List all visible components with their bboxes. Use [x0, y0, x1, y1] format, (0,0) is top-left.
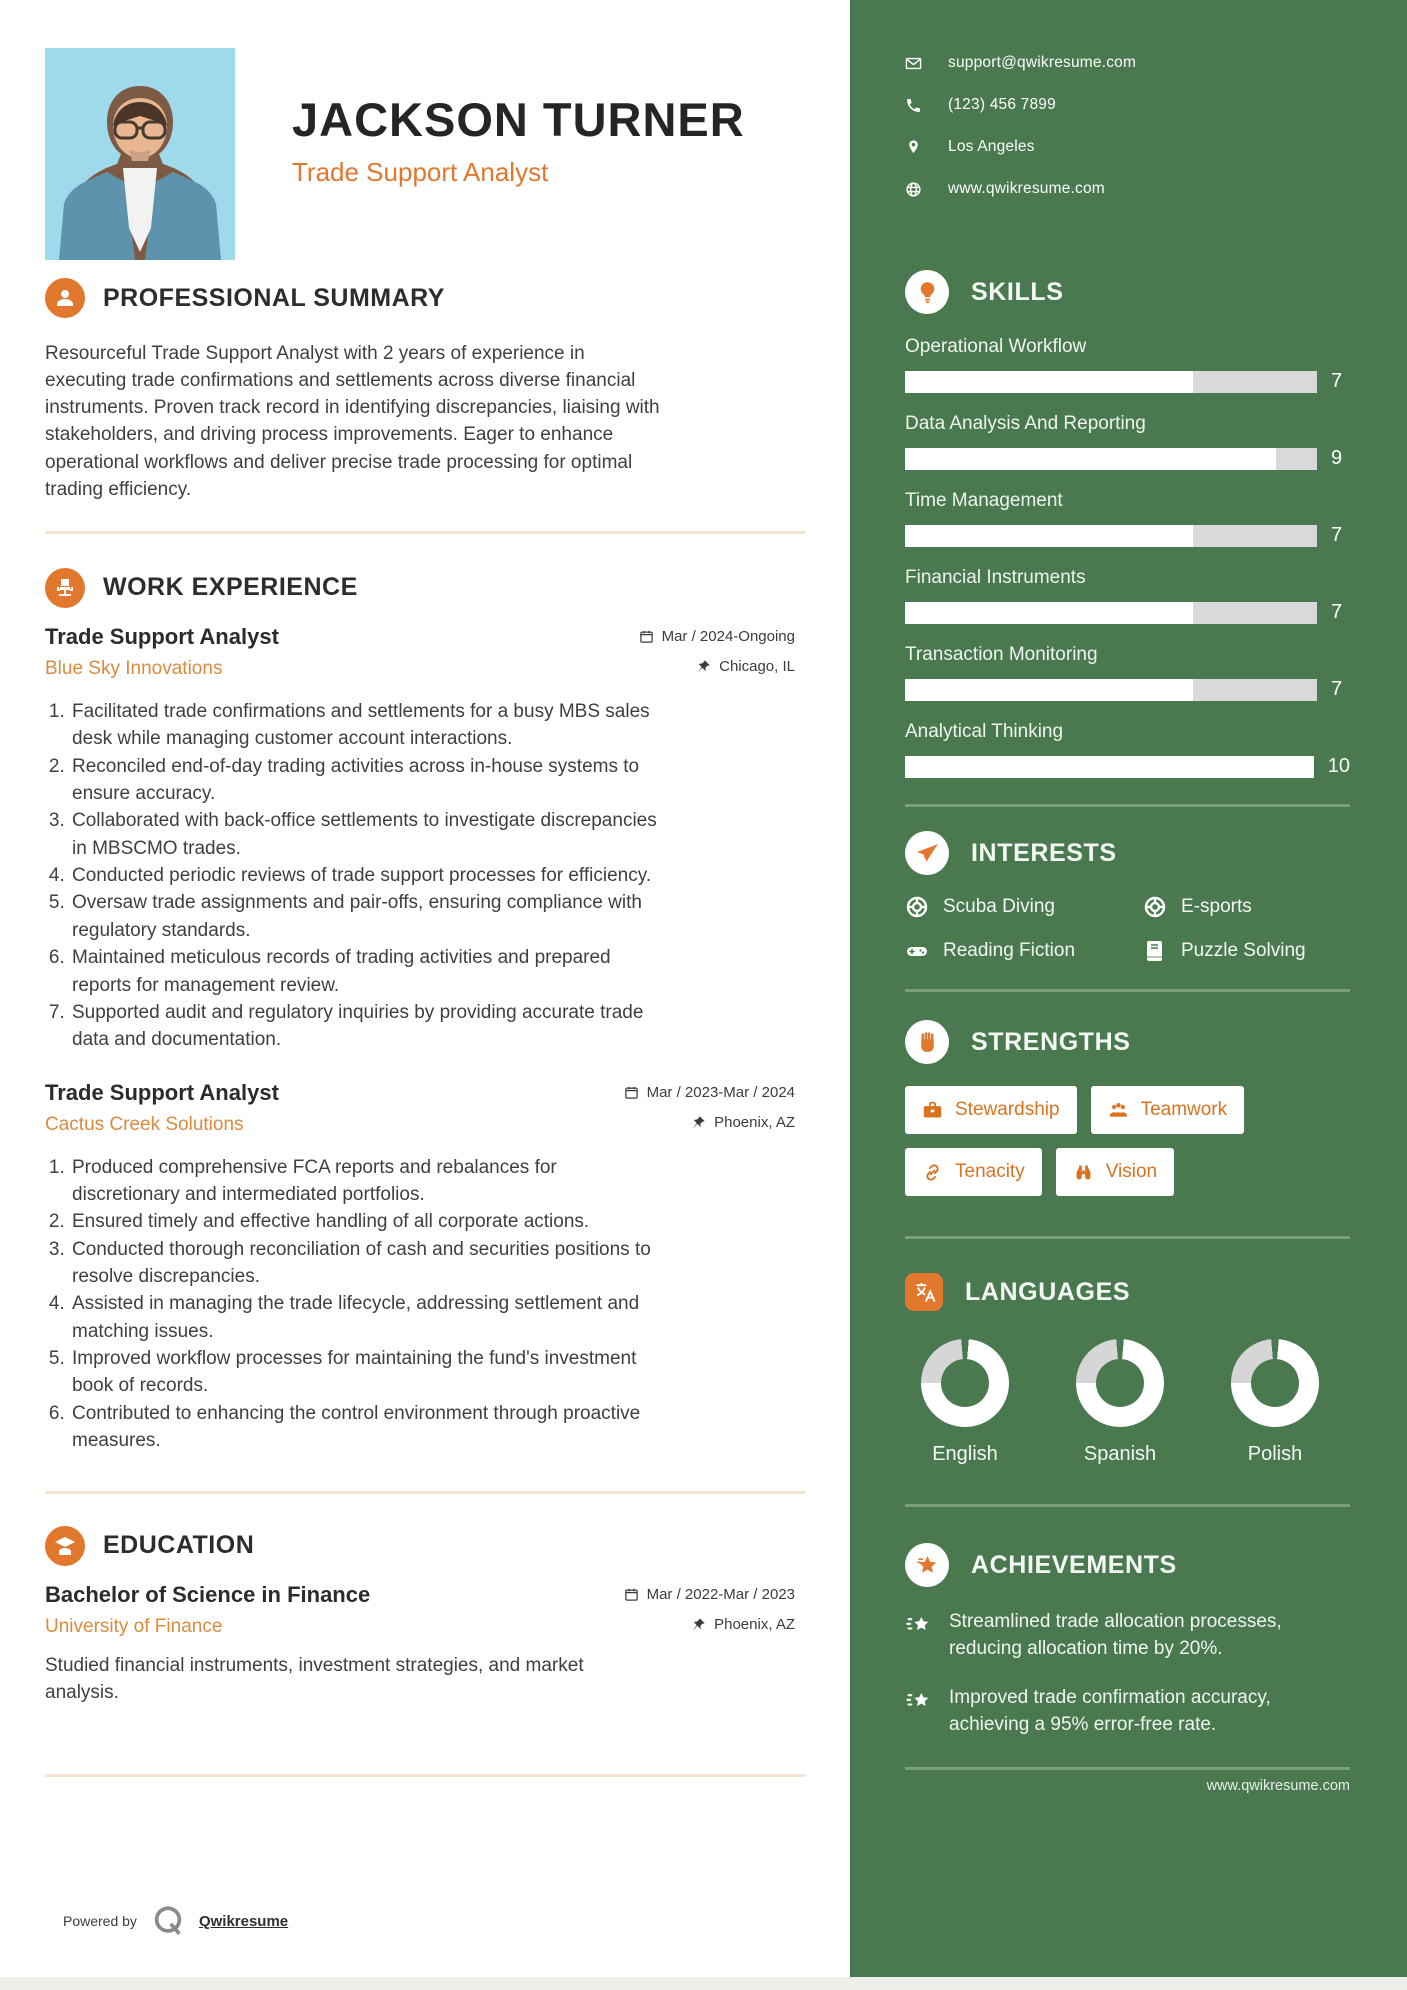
briefcase-icon — [922, 1100, 943, 1121]
summary-title: PROFESSIONAL SUMMARY — [103, 283, 445, 312]
job-location-text: Phoenix, AZ — [714, 1113, 795, 1131]
languages-list — [905, 1339, 1335, 1466]
bullet-item: 1. Produced comprehensive FCA reports and rebalances for discretionary and intermediated portfolios. — [70, 1154, 663, 1209]
contact-location: Los Angeles — [948, 138, 1035, 155]
skill-label: Financial Instruments — [905, 567, 1086, 588]
bullet-item: 5. Improved workflow processes for maintaining the fund's investment book of records. — [70, 1345, 663, 1400]
contact-location-row — [905, 126, 1350, 168]
work-experience-section — [45, 568, 805, 1455]
job-subhead — [45, 658, 805, 680]
skill-item — [905, 721, 1350, 778]
skill-bar-fill — [905, 448, 1276, 470]
education-entry — [45, 1582, 805, 1706]
sidebar-divider — [905, 804, 1350, 807]
job-subhead — [45, 1114, 805, 1136]
skill-bar — [905, 679, 1317, 701]
strength-label: Teamwork — [1140, 1099, 1228, 1120]
shooting-star-icon — [905, 1685, 933, 1739]
language-donut — [921, 1339, 1009, 1427]
profile-photo-illustration — [45, 48, 235, 260]
skill-bar-fill — [905, 602, 1193, 624]
skill-label: Data Analysis And Reporting — [905, 413, 1146, 434]
skill-bar-row — [905, 601, 1350, 624]
bullet-item: 4. Conducted periodic reviews of trade support processes for efficiency. — [70, 862, 663, 889]
bullet-item: 2. Ensured timely and effective handling of all corporate actions. — [70, 1208, 663, 1235]
calendar-icon — [624, 1085, 639, 1100]
powered-by-label: Powered by — [63, 1913, 137, 1929]
interests-title: INTERESTS — [971, 838, 1117, 867]
name-block — [292, 48, 745, 188]
job-date — [624, 1084, 795, 1101]
qwikresume-link[interactable]: Qwikresume — [198, 1912, 289, 1930]
qwikresume-logo-icon — [151, 1904, 185, 1938]
job-title: Trade Support Analyst — [45, 623, 279, 649]
paper-plane-icon — [905, 831, 949, 875]
gamepad-icon — [905, 939, 929, 963]
skill-bar — [905, 371, 1317, 393]
company-name: Cactus Creek Solutions — [45, 1113, 244, 1135]
achievements-list — [905, 1609, 1350, 1739]
education-title: EDUCATION — [103, 1531, 255, 1560]
shooting-star-icon — [905, 1609, 933, 1663]
strength-chip — [1056, 1148, 1174, 1196]
interest-label: Scuba Diving — [943, 896, 1055, 917]
skill-bar-row — [905, 447, 1350, 470]
life-ring-icon — [905, 895, 929, 919]
section-divider — [45, 1774, 805, 1777]
language-donut — [1231, 1339, 1319, 1427]
team-icon — [1108, 1100, 1129, 1121]
candidate-name: JACKSON TURNER — [292, 93, 745, 146]
chain-link-icon — [922, 1162, 943, 1183]
language-item — [1060, 1339, 1180, 1466]
envelope-icon — [905, 55, 922, 72]
pushpin-icon — [696, 659, 711, 674]
skill-bar — [905, 602, 1317, 624]
language-donut — [1076, 1339, 1164, 1427]
life-ring-icon — [1143, 895, 1167, 919]
language-name: Spanish — [1083, 1443, 1157, 1465]
interest-item — [1143, 939, 1350, 963]
skill-item — [905, 336, 1350, 393]
sidebar-footer-website[interactable]: www.qwikresume.com — [1206, 1777, 1350, 1794]
interests-section — [905, 831, 1350, 963]
strength-label: Stewardship — [955, 1099, 1060, 1120]
skill-bar-row — [905, 678, 1350, 701]
skill-bar-fill — [905, 525, 1193, 547]
star-icon — [905, 1543, 949, 1587]
pushpin-icon — [691, 1115, 706, 1130]
job-head — [45, 624, 805, 650]
skill-label: Analytical Thinking — [905, 721, 1064, 742]
languages-section — [905, 1273, 1350, 1466]
skills-header — [905, 270, 1350, 314]
map-pin-icon — [905, 139, 922, 156]
achievements-title: ACHIEVEMENTS — [971, 1550, 1177, 1579]
interests-header — [905, 831, 1350, 875]
sidebar-divider — [905, 989, 1350, 992]
achievements-header — [905, 1543, 1350, 1587]
strengths-header — [905, 1020, 1350, 1064]
summary-text: Resourceful Trade Support Analyst with 2 years of experience in executing trade confirmations and settlements across diverse financial instruments. Proven track record in identifying discrepancies, liaising with stakeholders, and driving process improvements. Eager to enhance operational workflows and deliver precise trade processing for optimal trading efficiency. — [45, 343, 660, 500]
calendar-icon — [639, 629, 654, 644]
strengths-title: STRENGTHS — [971, 1027, 1131, 1056]
skill-bar — [905, 525, 1317, 547]
education-header — [45, 1526, 805, 1566]
skills-section — [905, 270, 1350, 778]
section-divider — [45, 531, 805, 534]
contact-email-row[interactable] — [905, 42, 1350, 84]
bullet-item: 5. Oversaw trade assignments and pair-offs, ensuring compliance with regulatory standards. — [70, 889, 663, 944]
skill-bar-row — [905, 755, 1350, 778]
language-name: English — [932, 1443, 998, 1465]
skill-bar-fill — [905, 371, 1193, 393]
achievement-text: Improved trade confirmation accuracy, achieving a 95% error-free rate. — [949, 1686, 1271, 1735]
skill-item — [905, 644, 1350, 701]
job-location — [691, 1114, 795, 1131]
profile-photo — [45, 48, 235, 260]
school-name: University of Finance — [45, 1615, 223, 1637]
bullet-item: 7. Supported audit and regulatory inquiries by providing accurate trade data and documentation. — [70, 999, 663, 1054]
bullet-item: 4. Assisted in managing the trade lifecycle, addressing settlement and matching issues. — [70, 1290, 663, 1345]
interest-label: E-sports — [1181, 896, 1252, 917]
job-date-text: Mar / 2023-Mar / 2024 — [646, 1083, 795, 1101]
skills-list — [905, 336, 1350, 778]
job-date-text: Mar / 2024-Ongoing — [661, 627, 795, 645]
pushpin-icon — [691, 1617, 706, 1632]
job-entry — [45, 1080, 805, 1455]
contact-phone-row[interactable] — [905, 84, 1350, 126]
skill-label: Transaction Monitoring — [905, 644, 1098, 665]
bullet-item: 6. Maintained meticulous records of trading activities and prepared reports for management review. — [70, 944, 663, 999]
sidebar-divider — [905, 1236, 1350, 1239]
education-subhead — [45, 1616, 805, 1638]
skill-label: Time Management — [905, 490, 1063, 511]
education-location — [691, 1616, 795, 1633]
job-entry — [45, 624, 805, 1054]
job-head — [45, 1080, 805, 1106]
strength-label: Tenacity — [955, 1161, 1025, 1182]
skill-value: 7 — [1331, 601, 1343, 623]
degree-title: Bachelor of Science in Finance — [45, 1581, 371, 1607]
strengths-section — [905, 1020, 1350, 1196]
job-bullet-list — [45, 1154, 663, 1455]
skill-value: 9 — [1331, 447, 1343, 469]
calendar-icon — [624, 1587, 639, 1602]
summary-header — [45, 278, 805, 318]
achievement-item — [905, 1685, 1350, 1739]
job-location-text: Chicago, IL — [719, 657, 795, 675]
strength-label: Vision — [1105, 1161, 1158, 1182]
skill-bar-fill — [905, 679, 1193, 701]
office-chair-icon — [45, 568, 85, 608]
education-date — [624, 1586, 795, 1603]
professional-summary-section — [45, 278, 805, 503]
translate-icon — [905, 1273, 943, 1311]
education-description: Studied financial instruments, investment strategies, and market analysis. — [45, 1654, 584, 1703]
interest-label: Puzzle Solving — [1181, 940, 1306, 961]
education-head — [45, 1582, 805, 1608]
sidebar-divider — [905, 1504, 1350, 1507]
contact-website[interactable]: www.qwikresume.com — [948, 180, 1105, 197]
skill-value: 10 — [1327, 755, 1350, 777]
bullet-item: 6. Contributed to enhancing the control environment through proactive measures. — [70, 1400, 663, 1455]
bullet-item: 1. Facilitated trade confirmations and settlements for a busy MBS sales desk while managing customer account interactions. — [70, 698, 663, 753]
language-item — [1215, 1339, 1335, 1466]
skill-item — [905, 413, 1350, 470]
identity-header — [45, 48, 805, 260]
binoculars-icon — [1073, 1162, 1094, 1183]
achievements-section — [905, 1543, 1350, 1739]
languages-header — [905, 1273, 1350, 1311]
skill-bar — [905, 756, 1314, 778]
job-title: Trade Support Analyst — [45, 1079, 279, 1105]
language-name: Polish — [1247, 1443, 1303, 1465]
person-icon — [45, 278, 85, 318]
company-name: Blue Sky Innovations — [45, 657, 223, 679]
interest-item — [905, 939, 1143, 963]
phone-icon — [905, 97, 922, 114]
interest-label: Reading Fiction — [943, 940, 1076, 961]
contact-website-row[interactable] — [905, 168, 1350, 210]
fist-icon — [905, 1020, 949, 1064]
languages-title: LANGUAGES — [965, 1277, 1131, 1306]
language-item — [905, 1339, 1025, 1466]
sidebar-footer-divider — [905, 1767, 1350, 1770]
education-location-text: Phoenix, AZ — [714, 1615, 795, 1633]
candidate-title: Trade Support Analyst — [292, 157, 549, 187]
graduate-icon — [45, 1526, 85, 1566]
skill-item — [905, 567, 1350, 624]
skill-item — [905, 490, 1350, 547]
skill-bar — [905, 448, 1317, 470]
skill-label: Operational Workflow — [905, 336, 1087, 357]
strength-chip — [1091, 1086, 1245, 1134]
skill-value: 7 — [1331, 524, 1343, 546]
bullet-item: 3. Conducted thorough reconciliation of cash and securities positions to resolve discrepancies. — [70, 1236, 663, 1291]
job-location — [696, 658, 795, 675]
job-bullet-list — [45, 698, 663, 1054]
lightbulb-icon — [905, 270, 949, 314]
bullet-item: 3. Collaborated with back-office settlements to investigate discrepancies in MBSCMO trades. — [70, 807, 663, 862]
achievement-text: Streamlined trade allocation processes, reducing allocation time by 20%. — [949, 1611, 1282, 1659]
interests-list — [905, 895, 1350, 963]
achievement-item — [905, 1609, 1350, 1663]
strength-chip — [905, 1148, 1042, 1196]
skill-value: 7 — [1331, 370, 1343, 392]
job-date — [639, 628, 795, 645]
strength-chip — [905, 1086, 1077, 1134]
skills-title: SKILLS — [971, 277, 1064, 306]
skill-bar-row — [905, 370, 1350, 393]
work-title: WORK EXPERIENCE — [103, 573, 358, 602]
bullet-item: 2. Reconciled end-of-day trading activities across in-house systems to ensure accuracy. — [70, 753, 663, 808]
education-date-text: Mar / 2022-Mar / 2023 — [646, 1585, 795, 1603]
globe-icon — [905, 181, 922, 198]
strengths-list — [905, 1086, 1345, 1196]
contact-email[interactable]: support@qwikresume.com — [948, 54, 1137, 71]
skill-bar-row — [905, 524, 1350, 547]
book-icon — [1143, 939, 1167, 963]
powered-by-footer — [63, 1904, 288, 1938]
page-bottom-strip — [0, 1977, 1407, 1990]
skill-value: 7 — [1331, 678, 1343, 700]
sidebar — [850, 0, 1407, 1990]
contact-phone[interactable]: (123) 456 7899 — [948, 96, 1056, 113]
section-divider — [45, 1491, 805, 1494]
education-section — [45, 1526, 805, 1706]
work-header — [45, 568, 805, 608]
interest-item — [1143, 895, 1350, 919]
interest-item — [905, 895, 1143, 919]
skill-bar-fill — [905, 756, 1314, 778]
